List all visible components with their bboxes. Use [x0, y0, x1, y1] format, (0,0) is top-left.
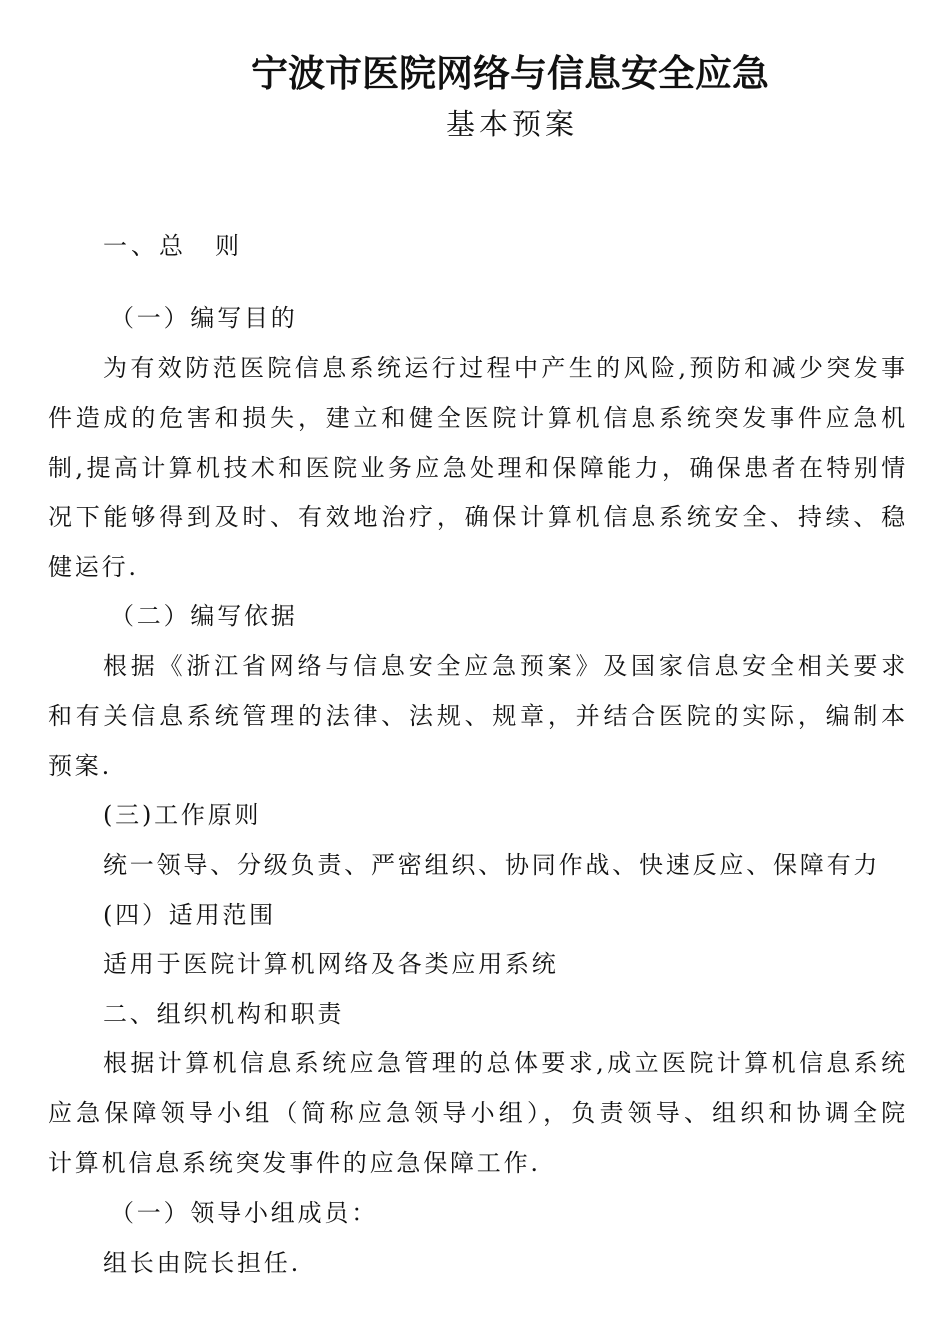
- paragraph-line: 为有效防范医院信息系统运行过程中产生的风险,预防和减少突发事: [103, 354, 908, 382]
- subsection-heading-basis: （二）编写依据: [110, 602, 298, 630]
- section-heading-general: 一、总 则: [103, 232, 243, 260]
- paragraph-line: 应急保障领导小组（简称应急领导小组），负责领导、组织和协调全院: [48, 1099, 908, 1127]
- paragraph-line: 组长由院长担任.: [103, 1249, 302, 1277]
- subsection-heading-principles: (三)工作原则: [103, 801, 262, 829]
- document-title: 宁波市医院网络与信息安全应急: [251, 51, 769, 95]
- paragraph-line: 统一领导、分级负责、严密组织、协同作战、快速反应、保障有力: [103, 851, 881, 879]
- paragraph-line: 根据《浙江省网络与信息安全应急预案》及国家信息安全相关要求: [103, 652, 908, 680]
- document-subtitle: 基本预案: [445, 107, 578, 141]
- subsection-heading-scope: (四）适用范围: [103, 901, 276, 929]
- section-heading-organization: 二、组织机构和职责: [103, 1000, 345, 1028]
- subsection-heading-members: （一）领导小组成员：: [110, 1199, 378, 1227]
- paragraph-line: 和有关信息系统管理的法律、法规、规章，并结合医院的实际，编制本: [48, 702, 908, 730]
- paragraph-line: 根据计算机信息系统应急管理的总体要求,成立医院计算机信息系统: [103, 1049, 908, 1077]
- paragraph-line: 适用于医院计算机网络及各类应用系统: [103, 950, 559, 978]
- paragraph-line: 健运行.: [48, 553, 139, 581]
- paragraph-line: 制,提高计算机技术和医院业务应急处理和保障能力，确保患者在特别情: [48, 454, 908, 482]
- paragraph-line: 计算机信息系统突发事件的应急保障工作.: [48, 1149, 541, 1177]
- paragraph-line: 预案.: [48, 752, 113, 780]
- paragraph-line: 况下能够得到及时、有效地治疗，确保计算机信息系统安全、持续、稳: [48, 503, 908, 531]
- subsection-heading-purpose: （一）编写目的: [110, 304, 298, 332]
- paragraph-line: 件造成的危害和损失，建立和健全医院计算机信息系统突发事件应急机: [48, 404, 908, 432]
